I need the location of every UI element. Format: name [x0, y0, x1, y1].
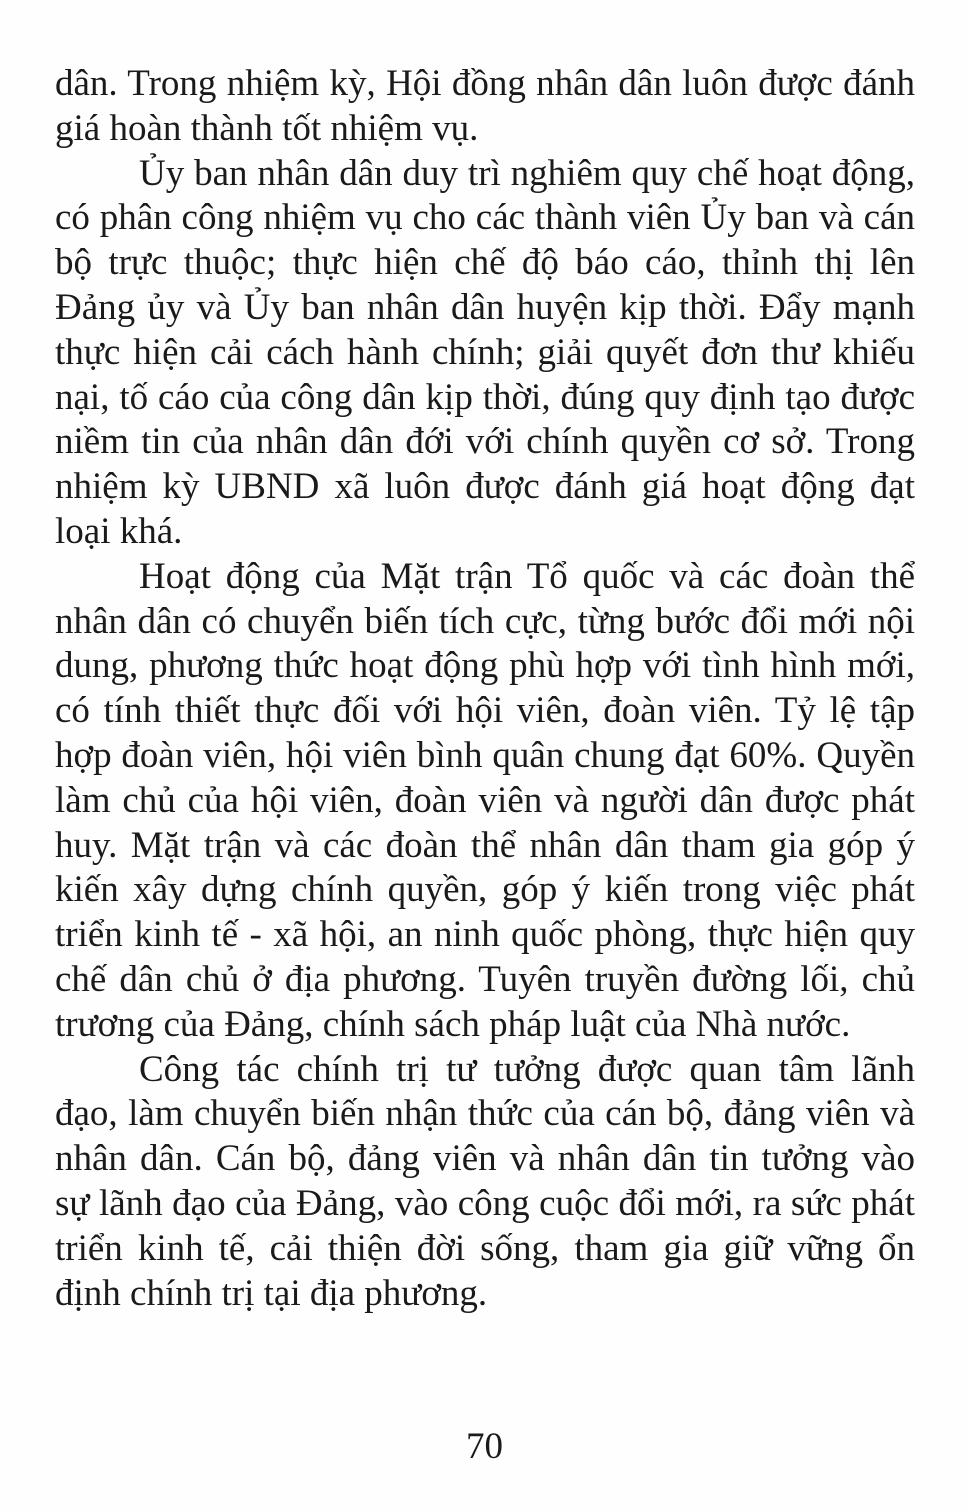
paragraph-fatherland-front: Hoạt động của Mặt trận Tổ quốc và các đoàn thể nhân dân có chuyển biến tích cực, từng bước đổi mới nội dung, phương thức hoạt động phù hợp với tình hình mới, có tính thiết thực đối với hội viên, đoàn viên. Tỷ lệ tập hợp đoàn viên, hội viên bình quân chung đạt 60%. Quyền làm chủ của hội viên, đoàn viên và người dân được phát huy. Mặt trận và các đoàn thể nhân dân tham gia góp ý kiến xây dựng chính quyền, góp ý kiến trong việc phát triển kinh tế - xã hội, an ninh quốc phòng, thực hiện quy chế dân chủ ở địa phương. Tuyên truyền đường lối, chủ trương của Đảng, chính sách pháp luật của Nhà nước. — [55, 555, 915, 1045]
page-number: 70 — [466, 1426, 503, 1467]
paragraph-people-committee: Ủy ban nhân dân duy trì nghiêm quy chế hoạt động, có phân công nhiệm vụ cho các thành viên Ủy ban và cán bộ trực thuộc; thực hiện chế độ báo cáo, thỉnh thị lên Đảng ủy và Ủy ban nhân dân huyện kịp thời. Đẩy mạnh thực hiện cải cách hành chính; giải quyết đơn thư khiếu nại, tố cáo của công dân kịp thời, đúng quy định tạo được niềm tin của nhân dân đới với chính quyền cơ sở. Trong nhiệm kỳ UBND xã luôn được đánh giá hoạt động đạt loại khá. — [55, 152, 915, 552]
paragraph-continuation: dân. Trong nhiệm kỳ, Hội đồng nhân dân luôn được đánh giá hoàn thành tốt nhiệm vụ. — [55, 63, 915, 149]
paragraph-political-ideology: Công tác chính trị tư tưởng được quan tâm lãnh đạo, làm chuyển biến nhận thức của cán bộ, đảng viên và nhân dân. Cán bộ, đảng viên và nhân dân tin tưởng vào sự lãnh đạo của Đảng, vào công cuộc đổi mới, ra sức phát triển kinh tế, cải thiện đời sống, tham gia giữ vững ổn định chính trị tại địa phương. — [55, 1048, 915, 1314]
body-text — [55, 62, 915, 1316]
